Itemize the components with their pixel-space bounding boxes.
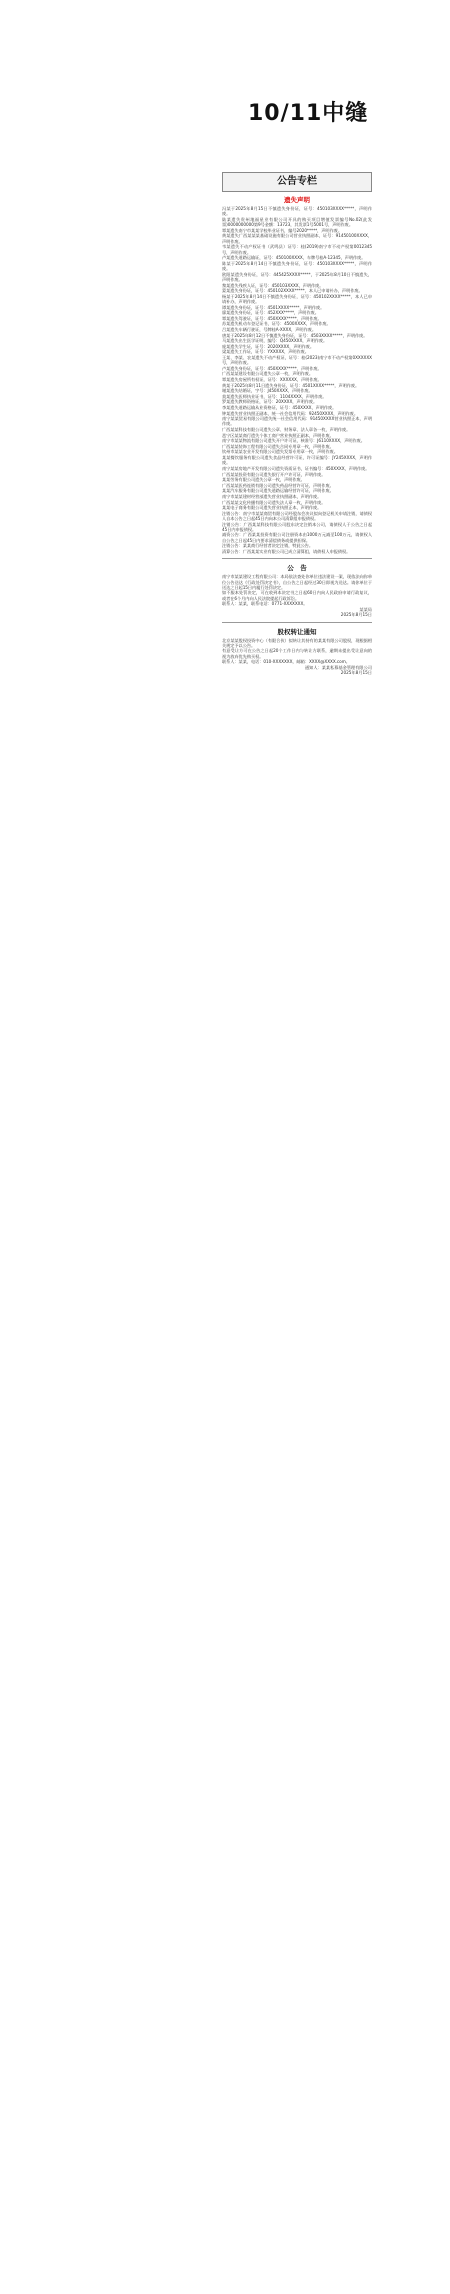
- company-notice-item: 广西某某投资有限公司遗失银行开户许可证，声明作废。: [222, 471, 326, 477]
- transfer-paragraph: 北京某某股权投资中心（有限合伙）拟转让其持有的某某有限公司股权，现根据相关规定予以公告。: [222, 637, 372, 648]
- lost-notice-item: 陆某遗失贵州地福星业有限公司开具的购买项目增值发票编号No.02(此发票)0000000000第9号金额：13723，其发票1号5001号，声明作废。: [222, 216, 372, 228]
- company-notice-item: 邕宁区某某商行遗失个体工商户营业执照正副本，声明作废。: [222, 432, 334, 438]
- announcement-date: 2025年8月15日: [340, 612, 372, 618]
- lost-notice-item: 韦某遗失不动产权证书（武鸣县）证号：桂(2019)南宁市不动产权第0012345号，声明作废。: [222, 244, 372, 255]
- lost-notice-item: 马某遗失出生医学证明，编号：Q450XXXX，声明作废。: [222, 338, 328, 344]
- lost-notice-item: 莫某遗失医师执业证书，证号：1104XXXX，声明作废。: [222, 393, 327, 399]
- transfer-paragraph: 有意受让方可在公告之日起20个工作日内与转让方联系，逾期未提出受让意向的视为放弃优先购买权。: [222, 648, 372, 659]
- transfer-title: 股权转让通知: [277, 627, 317, 636]
- lost-notice-item: 唐某于2025年8月12日不慎遗失身份证，证号：4503XXXX*****，声明作废。: [222, 332, 368, 338]
- cancellation-notice-list: [222, 511, 372, 555]
- lost-notice-item: 广西某某建设有限公司遗失公章一枚，声明作废。: [222, 371, 314, 377]
- announcement-signature: 某某局: [359, 606, 372, 612]
- lost-notice-item: 覃某遗失房屋所有权证，证号：XXXXXX，声明作废。: [222, 377, 322, 383]
- lost-notice-item: 黎某遗失残疾人证，证号：450103XXXX，声明作废。: [222, 282, 324, 288]
- lost-notice-item: 吕某遗失车辆行驶证，号牌桂A·XXXX，声明作废。: [222, 326, 316, 332]
- company-notice-item: 广西某某医药连锁有限公司遗失药品经营许可证，声明作废。: [222, 482, 334, 488]
- company-notice-item: 南宁某某房地产开发有限公司遗失资质证书，证书编号：450XXXX，声明作废。: [222, 465, 370, 471]
- announcement-title: 公 告: [287, 564, 307, 573]
- transfer-date: 2025年8月15日: [340, 670, 372, 676]
- lost-notice-item: 覃某遗失南宁市某某学校毕业证书，编号2020*****，声明作废。: [222, 227, 342, 233]
- lost-notice-item: 黄某于2025年8月11日遗失身份证，证号：4501XXXX*****，声明作废。: [222, 382, 360, 388]
- lost-notice-item: 谢某遗失结婚证，字号：J450XXXX，声明作废。: [222, 388, 313, 394]
- lost-notice-item: 李某遗失道路运输从业资格证，证号：450XXXX，声明作废。: [222, 405, 337, 410]
- lost-notice-item: 廖某遗失身份证，证号：452XXX*****，声明作废。: [222, 310, 319, 316]
- announcement-column: [222, 172, 372, 2152]
- lost-notice-item: 谭某遗失身份证，证号：4501XXXX*****，声明作废。: [222, 304, 325, 310]
- company-notice-item: 某某餐饮服务有限公司遗失食品经营许可证，许可证编号：JY245XXXX，声明作废。: [222, 455, 372, 466]
- cancellation-notice-item: 注销公告：南宁市某某商贸有限公司经股东会决议拟向登记机关申请注销，请债权人自本公告之日起45日内向本公司清算组申报债权。: [222, 510, 372, 521]
- column-header: 公告专栏: [222, 172, 372, 192]
- transfer-body: [222, 638, 372, 665]
- divider: [222, 622, 372, 623]
- announcement-body: [222, 574, 372, 606]
- lost-notice-list: [222, 206, 372, 416]
- lost-notice-item: 钟某遗失营业执照正副本，统一社会信用代码：92450XXXX，声明作废。: [222, 410, 359, 416]
- company-notice-item: 某某电子商务有限公司遗失营业执照正本，声明作废。: [222, 505, 322, 511]
- announcement-paragraph: 如不服本处罚决定，可在收到本决定书之日起60日内向人民政府申请行政复议，或者在6个月内向人民法院提起行政诉讼。: [222, 590, 372, 601]
- company-notice-item: 某某劳务有限公司遗失公章一枚，声明作废。: [222, 477, 305, 483]
- lost-notice-item: 蒙某遗失身份证，证号：450102XXXX*****，本人已申请补办，声明作废。: [222, 288, 363, 294]
- lost-notice-item: 覃某遗失驾驶证，证号：450XXXX*****，声明作废。: [222, 315, 322, 321]
- company-notice-item: 广西某某装饰工程有限公司遗失合同专用章一枚，声明作废。: [222, 443, 334, 449]
- cancellation-notice-item: 清算公告：广西某某实业有限公司已成立清算组，请债权人申报债权。: [222, 548, 351, 554]
- company-notice-item: 南宁某某贸易有限公司遗失统一社会信用代码：91450XXXX营业执照正本，声明作废。: [222, 416, 372, 427]
- company-notice-item: 广西某某文化传播有限公司遗失法人章一枚，声明作废。: [222, 499, 326, 505]
- divider: [222, 558, 372, 559]
- lost-notice-item: 卢某遗失道路运输证，证号：450100XXXX，车牌号桂A·12345，声明作废。: [222, 255, 366, 261]
- lost-notice-item: 苏某遗失机动车登记证书，证号：4500XXXX，声明作废。: [222, 321, 331, 327]
- lost-notice-item: 冯某于2025年8月15日不慎遗失身份证，证号：450103XXXX*****，声明作废。: [222, 206, 372, 217]
- cancellation-notice-item: 减资公告：广西某某投资有限公司注册资本由1000万元减至100万元，请债权人自公告之日起45日内要求清偿债务或提供担保。: [222, 532, 372, 543]
- transfer-paragraph: 联系人：某某，电话：010-XXXXXXX，邮箱：XXXX@XXXX.com。: [222, 659, 350, 665]
- lost-notice-item: 罗某遗失教师资格证，证号：20XXXX，声明作废。: [222, 399, 318, 405]
- lost-notice-item: 庞某遗失学生证，证号：2020XXXX，声明作废。: [222, 343, 315, 349]
- company-notice-item: 某某汽车服务有限公司遗失道路运输经营许可证，声明作废。: [222, 488, 334, 494]
- company-notice-item: 广西某某科技有限公司遗失公章、财务章、法人章各一枚，声明作废。: [222, 427, 351, 433]
- company-notice-list: [222, 416, 372, 510]
- company-notice-item: 南宁市某某建材经营部遗失营业执照副本，声明作废。: [222, 493, 322, 499]
- transfer-signature: 通知人：某某私募基金管理有限公司: [304, 664, 372, 670]
- lost-notice-item: 陈某于2025年8月14日不慎遗失身份证，证号：450103XXXX*****，声明作废。: [222, 260, 372, 272]
- lost-notice-item: 杨某于2025年8月14日不慎遗失身份证，证号：450102XXXX*****，本人已申请补办，声明作废。: [222, 293, 372, 305]
- announcement-paragraph: 南宁市某某建设工程有限公司：本局依法查处你单位违法建设一案，现依法向你单位公告送达《行政处罚决定书》，自公告之日起经过30日即视为送达。请你单位于送达之日起15日内履行处罚决定。: [222, 574, 372, 590]
- page-title: 10/11中缝: [248, 101, 369, 126]
- company-notice-item: 钦州市某某农业开发有限公司遗失发票专用章一枚，声明作废。: [222, 449, 338, 455]
- lost-notice-item: 梁某遗失工作证，证号：YXXXXX，声明作废。: [222, 349, 309, 355]
- announcement-paragraph: 联系人：某某，联系电话：0771-XXXXXXX。: [222, 601, 308, 607]
- lost-notice-item: 卢某遗失身份证，证号：450XXXX*****，声明作废。: [222, 365, 322, 371]
- lost-notice-item: 欧阳某遗失身份证，证号：445425XXXX*****，于2025年8月10日不慎遗失，声明作废。: [222, 271, 372, 282]
- lost-notice-item: 王某、李某、农某遗失不动产权证，证号：桂(2023)南宁市不动产权第0XXXXXX号，声明作废。: [222, 354, 372, 366]
- cancellation-notice-item: 注销公告：某某商行经营者决定注销，特此公告。: [222, 543, 314, 549]
- lost-notice-title: 遗失声明: [284, 196, 310, 204]
- cancellation-notice-item: 注销公告：广西某某科技有限公司股东决定注销本公司，请债权人于公告之日起45日内申报债权。: [222, 521, 372, 532]
- company-notice-item: 南宁市某某物流有限公司遗失开户许可证，核准号：J6110XXXX，声明作废。: [222, 438, 365, 444]
- lost-notice-item: 黄某遗失广西某某某基础设施有限公司营业执照副本，证号：91450100XXXX，声明作废。: [222, 233, 372, 244]
